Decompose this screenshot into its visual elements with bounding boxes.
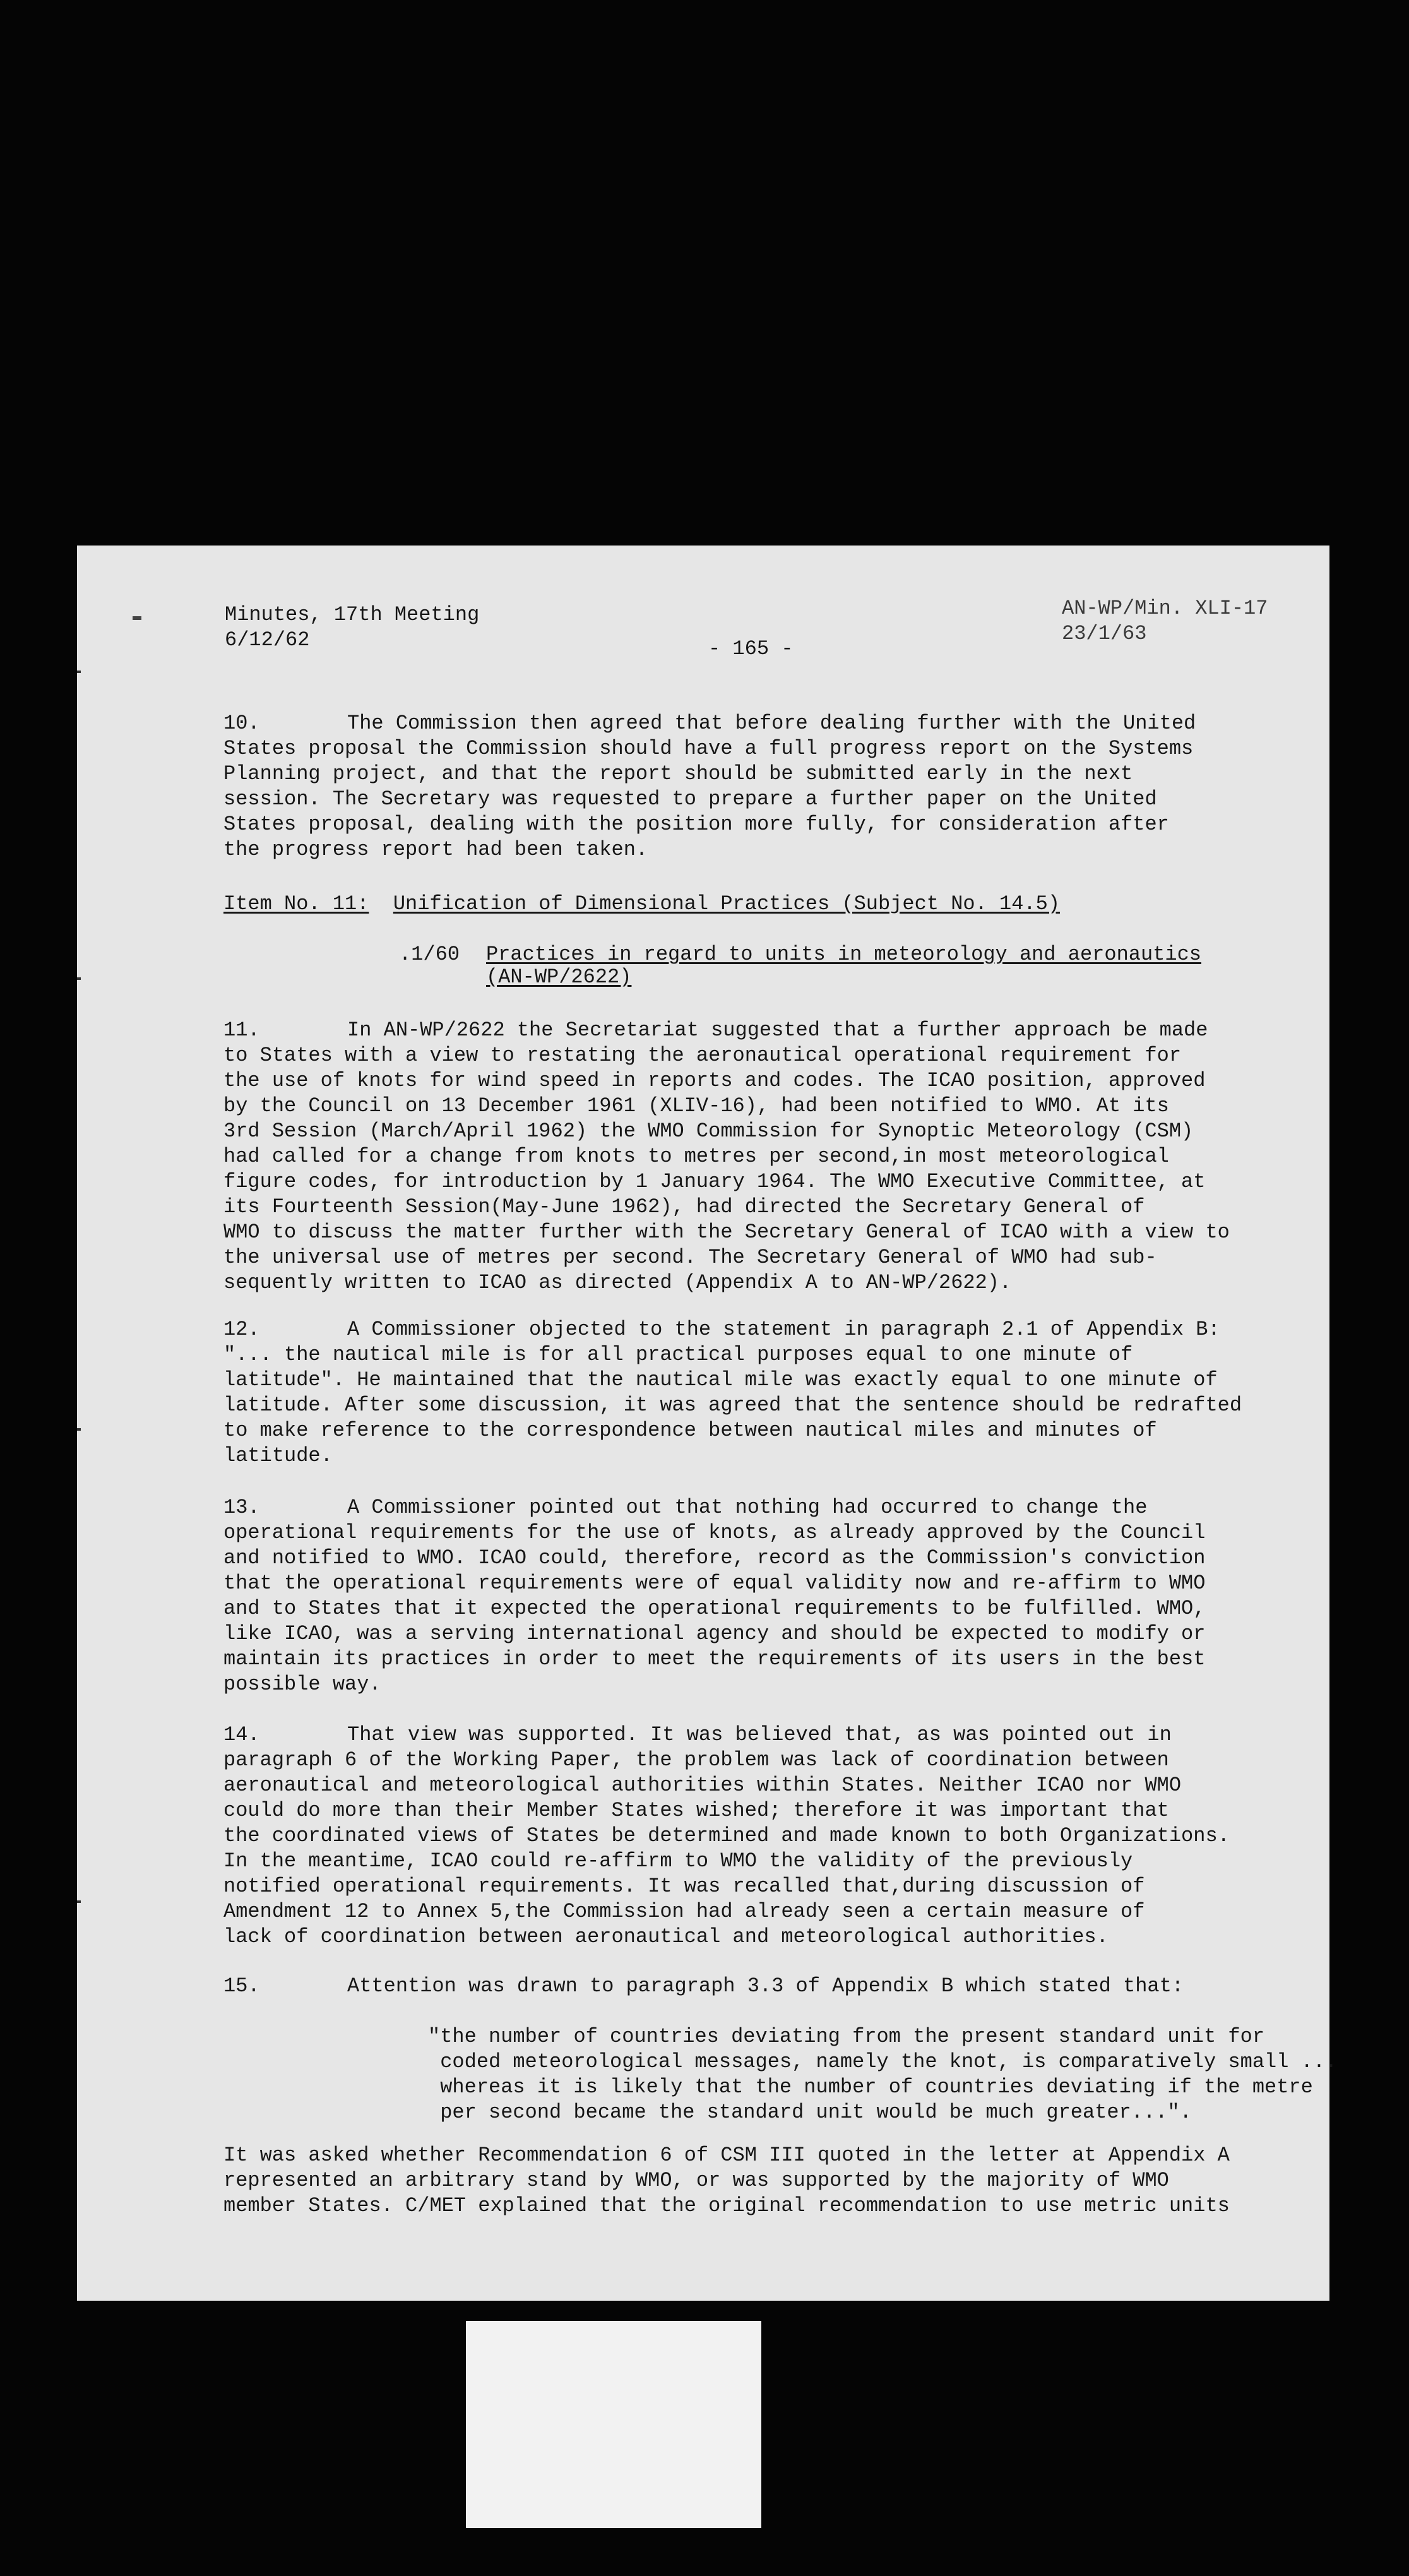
text-line: States proposal the Commission should have a full progress report on the Systems xyxy=(223,737,1194,760)
text-line: operational requirements for the use of knots, as already approved by the Council xyxy=(223,1521,1206,1544)
text-line: that the operational requirements were of equal validity now and re-affirm to WMO xyxy=(223,1571,1206,1595)
text-line: States proposal, dealing with the position more fully, for consideration after xyxy=(223,813,1169,836)
quote-line: "the number of countries deviating from the present standard unit for xyxy=(428,2025,1265,2048)
item-label: Item No. 11: xyxy=(223,892,369,915)
paragraph-10 xyxy=(223,711,1297,862)
text-line: could do more than their Member States wished; therefore it was important that xyxy=(223,1799,1169,1822)
margin-mark xyxy=(77,671,81,673)
paragraph-number: 15. xyxy=(223,1974,260,1998)
text-line: WMO to discuss the matter further with the Secretary General of ICAO with a view to xyxy=(223,1220,1230,1244)
meeting-title: Minutes, 17th Meeting xyxy=(225,603,480,626)
page-number: - 165 - xyxy=(708,637,794,660)
text-line: In the meantime, ICAO could re-affirm to WMO the validity of the previously xyxy=(223,1849,1133,1873)
text-line: and to States that it expected the operational requirements to be fulfilled. WMO, xyxy=(223,1597,1206,1620)
quote-line: per second became the standard unit would be much greater...". xyxy=(428,2101,1192,2124)
item-heading xyxy=(223,891,1060,917)
paragraph-15 xyxy=(223,1974,1297,1999)
paragraph-number: 11. xyxy=(223,1018,260,1042)
text-line: session. The Secretary was requested to prepare a further paper on the United xyxy=(223,787,1157,811)
text-line: represented an arbitrary stand by WMO, or was supported by the majority of WMO xyxy=(223,2169,1169,2192)
text-line: notified operational requirements. It was recalled that,during discussion of xyxy=(223,1875,1145,1898)
text-line: latitude". He maintained that the nautical mile was exactly equal to one minute of xyxy=(223,1368,1218,1392)
paragraph-13 xyxy=(223,1495,1297,1697)
text-line: Amendment 12 to Annex 5,the Commission had already seen a certain measure of xyxy=(223,1900,1145,1923)
text-line: Attention was drawn to paragraph 3.3 of Appendix B which stated that: xyxy=(347,1974,1184,1998)
meeting-date: 6/12/62 xyxy=(225,628,310,652)
text-line: aeronautical and meteorological authorities within States. Neither ICAO nor WMO xyxy=(223,1774,1182,1797)
quoted-passage xyxy=(428,2024,1338,2125)
text-line: to States with a view to restating the aeronautical operational requirement for xyxy=(223,1044,1182,1067)
blank-card xyxy=(466,2321,761,2528)
text-line: and notified to WMO. ICAO could, therefore, record as the Commission's conviction xyxy=(223,1546,1206,1570)
text-line: by the Council on 13 December 1961 (XLIV-16), had been notified to WMO. At its xyxy=(223,1094,1169,1118)
margin-mark xyxy=(77,977,81,980)
text-line: latitude. After some discussion, it was agreed that the sentence should be redrafted xyxy=(223,1393,1242,1417)
document-reference: AN-WP/Min. XLI-17 xyxy=(1062,597,1268,620)
text-line: maintain its practices in order to meet the requirements of its users in the best xyxy=(223,1647,1206,1671)
text-line: to make reference to the correspondence between nautical miles and minutes of xyxy=(223,1419,1157,1442)
paragraph-number: 14. xyxy=(223,1723,260,1746)
text-line: latitude. xyxy=(223,1444,333,1467)
paragraph-15-continued xyxy=(223,2143,1297,2219)
text-line: paragraph 6 of the Working Paper, the problem was lack of coordination between xyxy=(223,1748,1169,1772)
text-line: 3rd Session (March/April 1962) the WMO Commission for Synoptic Meteorology (CSM) xyxy=(223,1119,1194,1143)
text-line: That view was supported. It was believed that, as was pointed out in xyxy=(347,1723,1172,1746)
text-line: the use of knots for wind speed in reports and codes. The ICAO position, approved xyxy=(223,1069,1206,1092)
text-line: In AN-WP/2622 the Secretariat suggested that a further approach be made xyxy=(347,1018,1208,1042)
paragraph-11 xyxy=(223,1018,1297,1296)
text-line: The Commission then agreed that before dealing further with the United xyxy=(347,712,1196,735)
text-line: the universal use of metres per second. The Secretary General of WMO had sub- xyxy=(223,1246,1157,1269)
text-line: member States. C/MET explained that the original recommendation to use metric units xyxy=(223,2194,1230,2217)
text-line: possible way. xyxy=(223,1673,381,1696)
text-line: lack of coordination between aeronautical and meteorological authorities. xyxy=(223,1925,1109,1948)
subitem-number: .1/60 xyxy=(399,943,460,966)
document-date: 23/1/63 xyxy=(1062,622,1147,645)
text-line: like ICAO, was a serving international agency and should be expected to modify or xyxy=(223,1622,1206,1645)
quote-line: whereas it is likely that the number of countries deviating if the metre xyxy=(428,2075,1313,2099)
margin-mark xyxy=(77,1900,81,1903)
header-right xyxy=(1062,596,1268,647)
paragraph-12 xyxy=(223,1317,1297,1469)
text-line: It was asked whether Recommendation 6 of CSM III quoted in the letter at Appendix A xyxy=(223,2144,1230,2167)
text-line: A Commissioner objected to the statement in paragraph 2.1 of Appendix B: xyxy=(347,1318,1220,1341)
item-title: Unification of Dimensional Practices (Subject No. 14.5) xyxy=(393,892,1061,915)
paragraph-number: 13. xyxy=(223,1496,260,1519)
paragraph-number: 10. xyxy=(223,712,260,735)
text-line: sequently written to ICAO as directed (Appendix A to AN-WP/2622). xyxy=(223,1271,1012,1294)
document-page xyxy=(77,546,1338,2301)
text-line: "... the nautical mile is for all practical purposes equal to one minute of xyxy=(223,1343,1133,1366)
paragraph-number: 12. xyxy=(223,1318,260,1341)
text-line: Planning project, and that the report should be submitted early in the next xyxy=(223,762,1133,785)
text-line: figure codes, for introduction by 1 January 1964. The WMO Executive Committee, at xyxy=(223,1170,1206,1193)
text-line: had called for a change from knots to metres per second,in most meteorological xyxy=(223,1145,1169,1168)
text-line: the progress report had been taken. xyxy=(223,838,648,861)
subitem-reference: (AN-WP/2622) xyxy=(486,965,632,989)
text-line: the coordinated views of States be determined and made known to both Organizations. xyxy=(223,1824,1230,1847)
margin-mark xyxy=(77,1428,81,1431)
subitem-title: Practices in regard to units in meteorology and aeronautics xyxy=(486,943,1201,966)
scan-speck xyxy=(133,616,141,620)
text-line: A Commissioner pointed out that nothing had occurred to change the xyxy=(347,1496,1148,1519)
header-left xyxy=(225,602,479,653)
quote-line: coded meteorological messages, namely the knot, is comparatively small ... xyxy=(428,2050,1338,2073)
paragraph-14 xyxy=(223,1722,1297,1950)
text-line: its Fourteenth Session(May-June 1962), had directed the Secretary General of xyxy=(223,1195,1145,1219)
